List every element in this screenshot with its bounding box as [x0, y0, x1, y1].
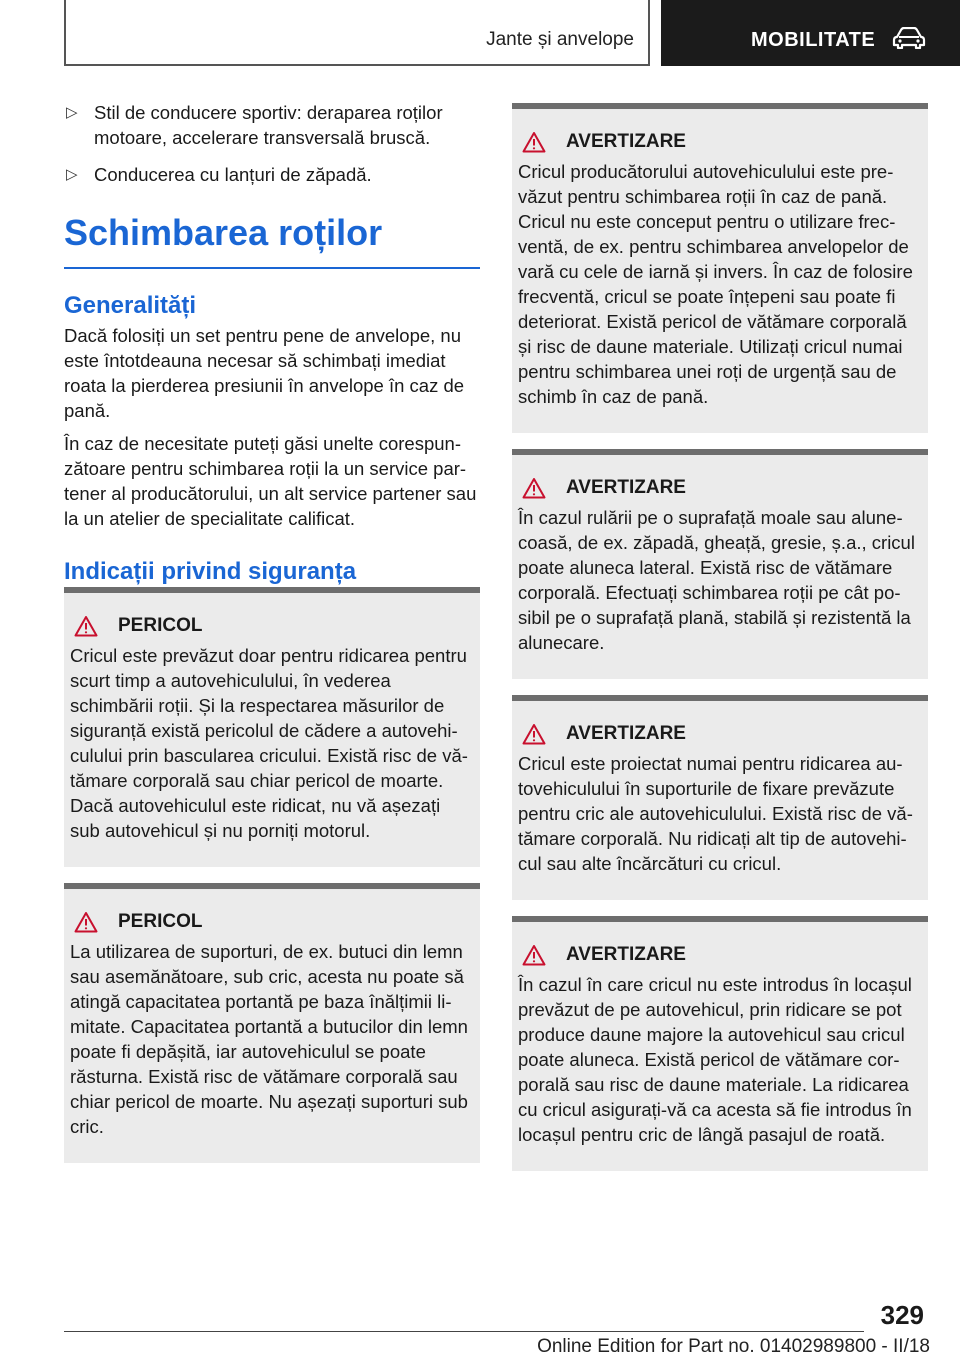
bullet-text: Conducerea cu lanțuri de zăpadă.	[94, 164, 372, 185]
notice-title	[518, 944, 920, 966]
car-icon	[892, 27, 926, 49]
warning-triangle-icon	[74, 615, 98, 637]
notice-title	[518, 723, 920, 745]
footer-divider	[64, 1331, 864, 1332]
general-paragraph: În caz de necesitate puteți găsi unelte corespunzătoare pentru schimbarea roții la un service partener al producătorului, un alt service partener sau la un atelier de specialitate calificat.	[64, 433, 477, 529]
notice-title	[518, 131, 920, 153]
notice-title	[70, 911, 472, 933]
notice-title	[518, 477, 920, 499]
general-paragraph: Dacă folosiți un set pentru pene de anvelope, nu este întotdeauna necesar să schimbați imediat roata la pierderea presiunii în anvelope în caz de pană.	[64, 325, 465, 421]
warning-triangle-icon	[522, 477, 546, 499]
right-column	[512, 103, 928, 1187]
title-divider	[64, 267, 480, 269]
edition-note: Online Edition for Part no. 01402989800 - II/18	[537, 1336, 930, 1357]
notice-label: AVERTIZARE	[566, 944, 686, 965]
section-title: Jante și anvelope	[486, 29, 634, 50]
safety-heading: Indicații privind siguranța	[64, 558, 357, 585]
warning-notice	[512, 695, 928, 900]
warning-triangle-icon	[522, 131, 546, 153]
warning-notice	[512, 449, 928, 679]
notice-text: Cricul este prevăzut doar pentru ridicarea pentru scurt timp a autovehiculului, în vederea schimbării roții. Și la respectarea măsurilor de siguranță există pericolul de cădere a autovehiculului prin bascularea cricului. Există risc de vătămare corporală sau chiar pericol de moarte. Dacă autovehiculul este ridicat, nu vă așezați sub autovehicul și nu porniți motorul.	[70, 645, 468, 841]
notice-label: AVERTIZARE	[566, 477, 686, 498]
notice-text: În cazul în care cricul nu este introdus în locașul prevăzut de pe autovehicul, prin ridicare se pot produce daune majore la autovehicul sau cricul poate aluneca. Există pericol de vătămare corporală sau risc de daune materiale. La ridicarea cu cricul asigurați-vă ca acesta să fie introdus în locașul pentru cric de lângă pasajul de roată.	[518, 974, 912, 1145]
general-heading: Generalități	[64, 292, 197, 319]
notice-text: Cricul producătorului autovehiculului este prevăzut pentru schimbarea roții în caz de pană. Cricul nu este conceput pentru o utilizare frecventă, de ex. pentru schimbarea anvelopelor de vară cu cele de iarnă și invers. În caz de folosire frecventă, cricul se poate înțepeni sau poate fi deteriorat. Există pericol de vătămare corporală și risc de daune materiale. Utilizați cricul numai pentru schimbarea unei roți de urgență sau de schimb în caz de pană.	[518, 161, 913, 407]
notice-label: AVERTIZARE	[566, 723, 686, 744]
header-section-frame	[64, 0, 650, 66]
triangle-bullet-icon: ▷	[66, 104, 78, 121]
warning-notice	[512, 103, 928, 433]
notice-label: PERICOL	[118, 615, 203, 636]
notice-text: Cricul este proiectat numai pentru ridicarea autovehiculului în suporturile de fixare prevăzute pentru cric ale autovehiculului. Există risc de vătămare corporală. Nu ridicați alt tip de autovehicul sau alte încărcături cu cricul.	[518, 753, 913, 874]
list-item	[64, 100, 480, 150]
chapter-title: MOBILITATE	[751, 29, 876, 51]
warning-triangle-icon	[522, 944, 546, 966]
page-title: Schimbarea roților	[64, 212, 383, 253]
warning-triangle-icon	[522, 723, 546, 745]
warning-triangle-icon	[74, 911, 98, 933]
chapter-tab[interactable]	[661, 0, 960, 66]
triangle-bullet-icon: ▷	[66, 166, 78, 183]
page-number: 329	[880, 1300, 924, 1330]
notice-text: În cazul rulării pe o suprafață moale sau alunecoasă, de ex. zăpadă, gheață, gresie, ș.a., cricul poate aluneca lateral. Există risc de vătămare corporală. Efectuați schimbarea roții pe cât posibil pe o suprafață plană, stabilă și rezistentă la alunecare.	[518, 507, 915, 653]
bullet-list	[64, 100, 480, 187]
left-column	[64, 100, 480, 1179]
notice-text: La utilizarea de suporturi, de ex. butuci din lemn sau asemănătoare, sub cric, acesta nu poate să atingă capacitatea portantă pe baza înălțimii limitate. Capacitatea portantă a butucilor din lemn poate fi depășită, iar autovehiculul se poate răsturna. Există risc de vătămare corporală sau chiar pericol de moarte. Nu așezați suporturi sub cric.	[70, 941, 468, 1137]
warning-notice	[512, 916, 928, 1171]
list-item	[64, 162, 480, 187]
bullet-text: Stil de conducere sportiv: deraparea roților motoare, accelerare transversală bruscă.	[94, 102, 443, 148]
danger-notice	[64, 587, 480, 867]
danger-notice	[64, 883, 480, 1163]
notice-label: AVERTIZARE	[566, 131, 686, 152]
notice-label: PERICOL	[118, 911, 203, 932]
notice-title	[70, 615, 472, 637]
